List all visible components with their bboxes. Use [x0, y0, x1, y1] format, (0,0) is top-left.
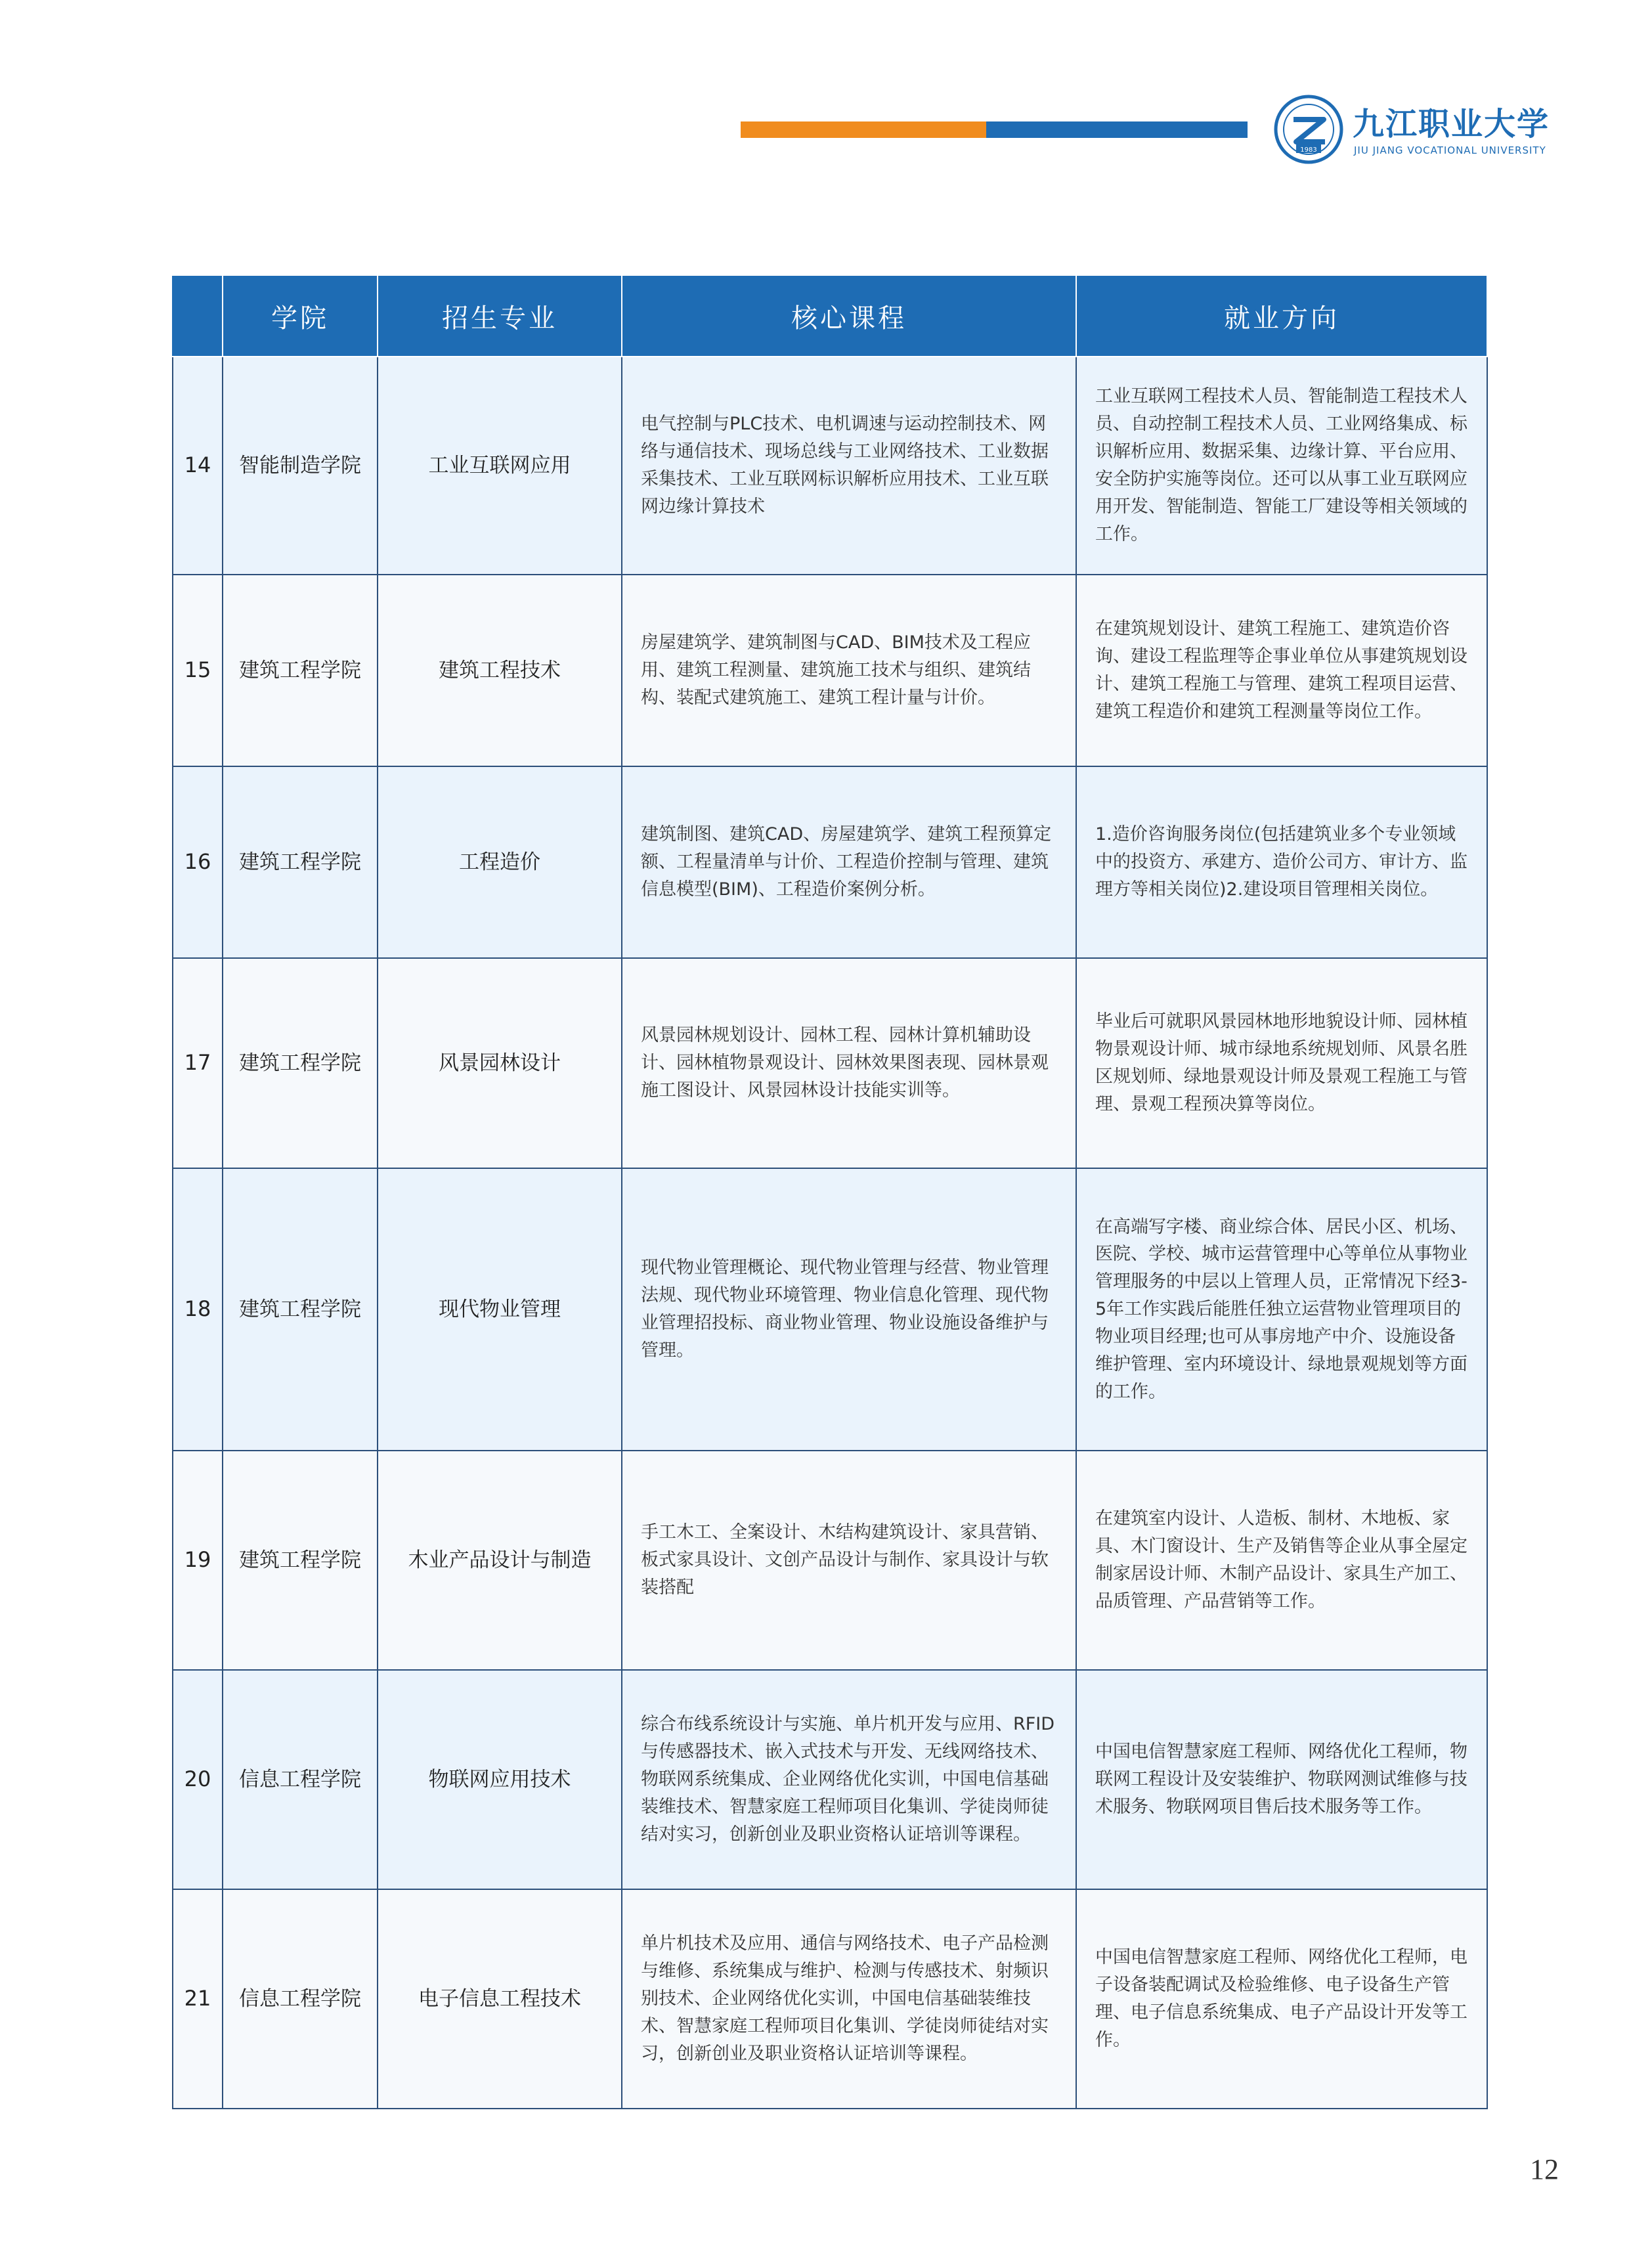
college-cell: 智能制造学院 [223, 357, 378, 575]
table-row [173, 575, 1487, 766]
careers-cell: 中国电信智慧家庭工程师、网络优化工程师，物联网工程设计及安装维护、物联网测试维修与技术服务、物联网项目售后技术服务等工作。 [1076, 1670, 1487, 1889]
header-accent-orange [741, 121, 986, 138]
row-number: 16 [173, 766, 223, 958]
table-row [173, 1451, 1487, 1670]
college-cell: 建筑工程学院 [223, 1168, 378, 1451]
courses-cell: 风景园林规划设计、园林工程、园林计算机辅助设计、园林植物景观设计、园林效果图表现、园林景观施工图设计、风景园林设计技能实训等。 [622, 958, 1076, 1168]
careers-cell: 在高端写字楼、商业综合体、居民小区、机场、医院、学校、城市运营管理中心等单位从事物业管理服务的中层以上管理人员，正常情况下经3-5年工作实践后能胜任独立运营物业管理项目的物业项目经理;也可从事房地产中介、设施设备维护管理、室内环境设计、绿地景观规划等方面的工作。 [1076, 1168, 1487, 1451]
major-cell: 木业产品设计与制造 [378, 1451, 622, 1670]
careers-cell: 毕业后可就职风景园林地形地貌设计师、园林植物景观设计师、城市绿地系统规划师、风景名胜区规划师、绿地景观设计师及景观工程施工与管理、景观工程预决算等岗位。 [1076, 958, 1487, 1168]
table-row [173, 1889, 1487, 2109]
careers-cell: 中国电信智慧家庭工程师、网络优化工程师，电子设备装配调试及检验维修、电子设备生产管理、电子信息系统集成、电子产品设计开发等工作。 [1076, 1889, 1487, 2109]
table-row [173, 958, 1487, 1168]
header-cell-college: 学院 [223, 275, 378, 357]
major-cell: 物联网应用技术 [378, 1670, 622, 1889]
row-number: 21 [173, 1889, 223, 2109]
table-row [173, 1168, 1487, 1451]
courses-cell: 电气控制与PLC技术、电机调速与运动控制技术、网络与通信技术、现场总线与工业网络技术、工业数据采集技术、工业互联网标识解析应用技术、工业互联网边缘计算技术 [622, 357, 1076, 575]
college-cell: 信息工程学院 [223, 1670, 378, 1889]
table-header-row [173, 275, 1487, 357]
careers-cell: 1.造价咨询服务岗位(包括建筑业多个专业领域中的投资方、承建方、造价公司方、审计方、监理方等相关岗位)2.建设项目管理相关岗位。 [1076, 766, 1487, 958]
page-number: 12 [1530, 2153, 1559, 2185]
logo-name: 九江职业大学 [1353, 106, 1550, 142]
row-number: 20 [173, 1670, 223, 1889]
courses-cell: 建筑制图、建筑CAD、房屋建筑学、建筑工程预算定额、工程量清单与计价、工程造价控制与管理、建筑信息模型(BIM)、工程造价案例分析。 [622, 766, 1076, 958]
header-cell-careers: 就业方向 [1076, 275, 1487, 357]
university-logo [1272, 93, 1548, 169]
header-cell-number [173, 275, 223, 357]
courses-cell: 手工木工、全案设计、木结构建筑设计、家具营销、板式家具设计、文创产品设计与制作、家具设计与软装搭配 [622, 1451, 1076, 1670]
courses-cell: 现代物业管理概论、现代物业管理与经营、物业管理法规、现代物业环境管理、物业信息化管理、现代物业管理招投标、商业物业管理、物业设施设备维护与管理。 [622, 1168, 1076, 1451]
row-number: 17 [173, 958, 223, 1168]
row-number: 14 [173, 357, 223, 575]
courses-cell: 综合布线系统设计与实施、单片机开发与应用、RFID与传感器技术、嵌入式技术与开发、无线网络技术、物联网系统集成、企业网络优化实训，中国电信基础装维技术、智慧家庭工程师项目化集训、学徒岗师徒结对实习，创新创业及职业资格认证培训等课程。 [622, 1670, 1076, 1889]
row-number: 18 [173, 1168, 223, 1451]
table-row [173, 1670, 1487, 1889]
row-number: 19 [173, 1451, 223, 1670]
major-cell: 工业互联网应用 [378, 357, 622, 575]
careers-cell: 在建筑室内设计、人造板、制材、木地板、家具、木门窗设计、生产及销售等企业从事全屋定制家居设计师、木制产品设计、家具生产加工、品质管理、产品营销等工作。 [1076, 1451, 1487, 1670]
major-cell: 电子信息工程技术 [378, 1889, 622, 2109]
university-seal-icon [1272, 93, 1345, 165]
table-row [173, 357, 1487, 575]
college-cell: 建筑工程学院 [223, 575, 378, 766]
header-accent-blue [986, 121, 1248, 138]
header-cell-major: 招生专业 [378, 275, 622, 357]
major-cell: 工程造价 [378, 766, 622, 958]
logo-seal-year: 1983 [1300, 146, 1317, 154]
college-cell: 建筑工程学院 [223, 1451, 378, 1670]
major-cell: 风景园林设计 [378, 958, 622, 1168]
majors-table [172, 274, 1488, 2109]
major-cell: 建筑工程技术 [378, 575, 622, 766]
courses-cell: 单片机技术及应用、通信与网络技术、电子产品检测与维修、系统集成与维护、检测与传感技术、射频识别技术、企业网络优化实训，中国电信基础装维技术、智慧家庭工程师项目化集训、学徒岗师徒结对实习，创新创业及职业资格认证培训等课程。 [622, 1889, 1076, 2109]
header-cell-courses: 核心课程 [622, 275, 1076, 357]
major-cell: 现代物业管理 [378, 1168, 622, 1451]
careers-cell: 工业互联网工程技术人员、智能制造工程技术人员、自动控制工程技术人员、工业网络集成、标识解析应用、数据采集、边缘计算、平台应用、安全防护实施等岗位。还可以从事工业互联网应用开发、智能制造、智能工厂建设等相关领域的工作。 [1076, 357, 1487, 575]
college-cell: 建筑工程学院 [223, 766, 378, 958]
college-cell: 信息工程学院 [223, 1889, 378, 2109]
row-number: 15 [173, 575, 223, 766]
logo-english-name: JIU JIANG VOCATIONAL UNIVERSITY [1354, 144, 1546, 156]
table-row [173, 766, 1487, 958]
careers-cell: 在建筑规划设计、建筑工程施工、建筑造价咨询、建设工程监理等企事业单位从事建筑规划设计、建筑工程施工与管理、建筑工程项目运营、建筑工程造价和建筑工程测量等岗位工作。 [1076, 575, 1487, 766]
college-cell: 建筑工程学院 [223, 958, 378, 1168]
courses-cell: 房屋建筑学、建筑制图与CAD、BIM技术及工程应用、建筑工程测量、建筑施工技术与组织、建筑结构、装配式建筑施工、建筑工程计量与计价。 [622, 575, 1076, 766]
